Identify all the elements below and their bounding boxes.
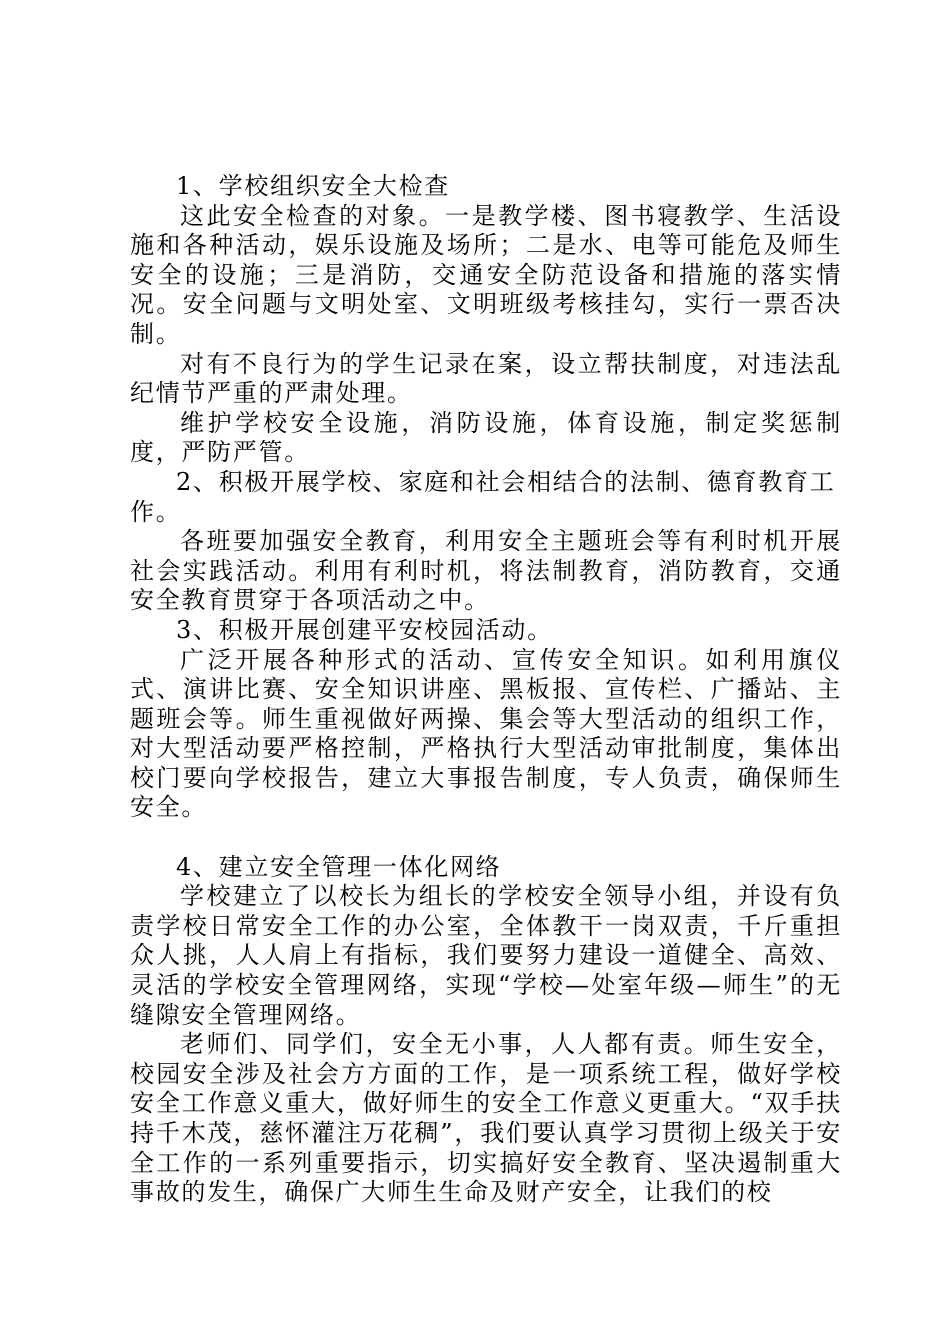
blank-line	[130, 823, 842, 853]
paragraph: 学校建立了以校长为组长的学校安全领导小组，并设有负责学校日常安全工作的办公室，全体教干一岗双责，千斤重担众人挑，人人肩上有指标，我们要努力建设一道健全、高效、灵活的学校安全管理网络，实现“学校—处室年级—师生”的无缝隙安全管理网络。	[130, 882, 842, 1029]
section-heading-2: 2、积极开展学校、家庭和社会相结合的法制、德育教育工作。	[130, 467, 836, 526]
paragraph: 广泛开展各种形式的活动、宣传安全知识。如利用旗仪式、演讲比赛、安全知识讲座、黑板报、宣传栏、广播站、主题班会等。师生重视做好两操、集会等大型活动的组织工作，对大型活动要严格控制，严格执行大型活动审批制度，集体出校门要向学校报告，建立大事报告制度，专人负责，确保师生安全。	[130, 645, 842, 822]
paragraph: 老师们、同学们，安全无小事，人人都有责。师生安全，校园安全涉及社会方方面的工作，是一项系统工程，做好学校安全工作意义重大，做好师生的安全工作意义更重大。“双手扶持千木茂，慈怀灌注万花稠”，我们要认真学习贯彻上级关于安全工作的一系列重要指示，切实搞好安全教育、坚决遏制重大事故的发生，确保广大师生生命及财产安全，让我们的校	[130, 1030, 842, 1207]
section-heading-1: 1、学校组织安全大检查	[176, 172, 450, 200]
section-heading-3: 3、积极开展创建平安校园活动。	[176, 615, 553, 644]
document-body	[130, 172, 842, 1208]
paragraph: 这此安全检查的对象。一是教学楼、图书寝教学、生活设施和各种活动，娱乐设施及场所；二是水、电等可能危及师生安全的设施；三是消防，交通安全防范设备和措施的落实情况。安全问题与文明处室、文明班级考核挂勾，实行一票否决制。	[130, 201, 842, 348]
section-heading-4: 4、建立安全管理一体化网络	[176, 852, 502, 881]
paragraph: 各班要加强安全教育，利用安全主题班会等有利时机开展社会实践活动。利用有利时机，将法制教育，消防教育，交通安全教育贯穿于各项活动之中。	[130, 527, 842, 615]
paragraph: 对有不良行为的学生记录在案，设立帮扶制度，对违法乱纪情节严重的严肃处理。	[130, 349, 842, 408]
paragraph: 维护学校安全设施，消防设施，体育设施，制定奖惩制度，严防严管。	[130, 408, 842, 467]
